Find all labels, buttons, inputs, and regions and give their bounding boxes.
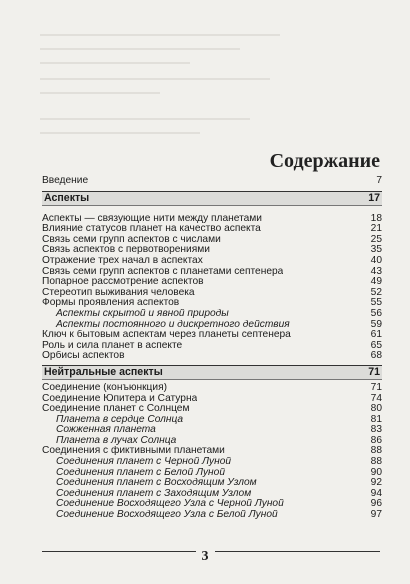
page-number: 3 bbox=[196, 549, 215, 564]
toc-entry-label: Попарное рассмотрение аспектов bbox=[42, 277, 204, 288]
toc-subentry[interactable] bbox=[42, 499, 382, 510]
toc-entry-page: 74 bbox=[370, 392, 382, 404]
toc-entry-page: 68 bbox=[370, 350, 382, 362]
toc-entry-page: 71 bbox=[370, 381, 382, 393]
section-page: 71 bbox=[368, 366, 380, 379]
section-label: Аспекты bbox=[44, 192, 90, 205]
toc-entry-page: 97 bbox=[370, 509, 382, 521]
toc-entry[interactable] bbox=[42, 245, 382, 256]
toc-entry-label: Влияние статусов планет на качество аспекта bbox=[42, 224, 261, 235]
toc-entry-label: Связь семи групп аспектов с планетами септенера bbox=[42, 266, 284, 277]
section-label: Нейтральные аспекты bbox=[44, 366, 163, 379]
toc-entry-page: 43 bbox=[370, 265, 382, 277]
show-through-text bbox=[0, 0, 410, 150]
toc-entry-label: Соединение Восходящего Узла с Черной Луной bbox=[56, 499, 284, 510]
toc-entry-page: 40 bbox=[370, 254, 382, 266]
section-page: 17 bbox=[368, 192, 380, 205]
toc-entry-page: 59 bbox=[370, 318, 382, 330]
toc-entry[interactable] bbox=[42, 383, 382, 394]
toc-entry-label: Аспекты скрытой и явной природы bbox=[56, 308, 229, 319]
toc-entry-page: 86 bbox=[370, 434, 382, 446]
toc-entry-page: 90 bbox=[370, 466, 382, 478]
toc-entry-intro[interactable] bbox=[42, 176, 382, 187]
toc-entry[interactable] bbox=[42, 224, 382, 235]
page-title: Содержание bbox=[269, 150, 380, 172]
toc-entry-label: Соединение (конъюнкция) bbox=[42, 382, 167, 393]
toc-entry[interactable] bbox=[42, 330, 382, 341]
toc-entry-label: Формы проявления аспектов bbox=[42, 298, 180, 309]
toc-entry-page: 18 bbox=[370, 212, 382, 224]
toc-entry-page: 56 bbox=[370, 307, 382, 319]
toc-entry[interactable] bbox=[42, 288, 382, 299]
toc-entry-page: 83 bbox=[370, 424, 382, 436]
toc-entry[interactable] bbox=[42, 351, 382, 362]
toc-subentry[interactable] bbox=[42, 309, 382, 320]
toc-entry-page: 80 bbox=[370, 403, 382, 415]
toc-entry-page: 96 bbox=[370, 498, 382, 510]
section-header-neutral-aspects[interactable] bbox=[42, 365, 382, 380]
toc-entry-label: Соединения планет с Белой Луной bbox=[56, 467, 225, 478]
toc-entry-label: Стереотип выживания человека bbox=[42, 287, 195, 298]
toc-entry-label: Связь аспектов с первотворениями bbox=[42, 245, 210, 256]
toc-entry-page: 88 bbox=[370, 445, 382, 457]
toc-entry[interactable] bbox=[42, 214, 382, 225]
toc-entry[interactable] bbox=[42, 341, 382, 352]
toc-subentry[interactable] bbox=[42, 489, 382, 500]
toc-entry-page: 21 bbox=[370, 223, 382, 235]
toc-entry-page: 52 bbox=[370, 286, 382, 298]
toc-entry-page: 7 bbox=[376, 175, 382, 186]
toc-entry-page: 49 bbox=[370, 276, 382, 288]
toc-subentry[interactable] bbox=[42, 436, 382, 447]
toc-entry[interactable] bbox=[42, 404, 382, 415]
toc-subentry[interactable] bbox=[42, 320, 382, 331]
toc-subentry[interactable] bbox=[42, 415, 382, 426]
toc-entry-page: 61 bbox=[370, 329, 382, 341]
toc-entry[interactable] bbox=[42, 256, 382, 267]
toc-entry-label: Соединение Восходящего Узла с Белой Луной bbox=[56, 510, 278, 521]
toc-entry[interactable] bbox=[42, 277, 382, 288]
toc-subentry[interactable] bbox=[42, 510, 382, 521]
toc-entry-label: Соединения планет с Черной Луной bbox=[56, 457, 232, 468]
toc-entry[interactable] bbox=[42, 235, 382, 246]
toc-subentry[interactable] bbox=[42, 457, 382, 468]
section-header-aspects[interactable] bbox=[42, 191, 382, 206]
toc-subentry[interactable] bbox=[42, 425, 382, 436]
toc-entry-page: 88 bbox=[370, 456, 382, 468]
toc-entry-label: Сожженная планета bbox=[56, 425, 156, 436]
toc-entry-label: Соединение планет с Солнцем bbox=[42, 404, 190, 415]
toc-entry[interactable] bbox=[42, 394, 382, 405]
toc-entry-label: Ключ к бытовым аспектам через планеты септенера bbox=[42, 330, 291, 341]
table-of-contents bbox=[42, 176, 382, 521]
toc-entry-page: 55 bbox=[370, 297, 382, 309]
toc-entry-label: Соединения планет с Заходящим Узлом bbox=[56, 488, 252, 499]
toc-subentry[interactable] bbox=[42, 468, 382, 479]
toc-entry-label: Орбисы аспектов bbox=[42, 351, 125, 362]
toc-entry-label: Отражение трех начал в аспектах bbox=[42, 255, 203, 266]
toc-entry-label: Аспекты постоянного и дискретного действия bbox=[56, 319, 290, 330]
toc-entry-label: Аспекты — связующие нити между планетами bbox=[42, 213, 262, 224]
toc-entry-label: Соединение Юпитера и Сатурна bbox=[42, 393, 198, 404]
page-number-area bbox=[0, 547, 410, 565]
toc-entry[interactable] bbox=[42, 298, 382, 309]
toc-entry-label: Введение bbox=[42, 176, 89, 186]
toc-entry-label: Планета в лучах Солнца bbox=[56, 435, 177, 446]
toc-entry-page: 81 bbox=[370, 413, 382, 425]
toc-entry-page: 92 bbox=[370, 477, 382, 489]
toc-entry-label: Соединения планет с Восходящим Узлом bbox=[56, 478, 257, 489]
toc-entry-page: 94 bbox=[370, 487, 382, 499]
toc-subentry[interactable] bbox=[42, 478, 382, 489]
toc-entry-label: Соединения с фиктивными планетами bbox=[42, 446, 225, 457]
toc-entry-page: 65 bbox=[370, 339, 382, 351]
toc-entry-label: Связь семи групп аспектов с числами bbox=[42, 234, 221, 245]
toc-entry[interactable] bbox=[42, 267, 382, 278]
toc-entry-label: Роль и сила планет в аспекте bbox=[42, 340, 183, 351]
toc-entry[interactable] bbox=[42, 446, 382, 457]
toc-entry-page: 35 bbox=[370, 244, 382, 256]
toc-entry-page: 25 bbox=[370, 233, 382, 245]
toc-entry-label: Планета в сердце Солнца bbox=[56, 414, 184, 425]
